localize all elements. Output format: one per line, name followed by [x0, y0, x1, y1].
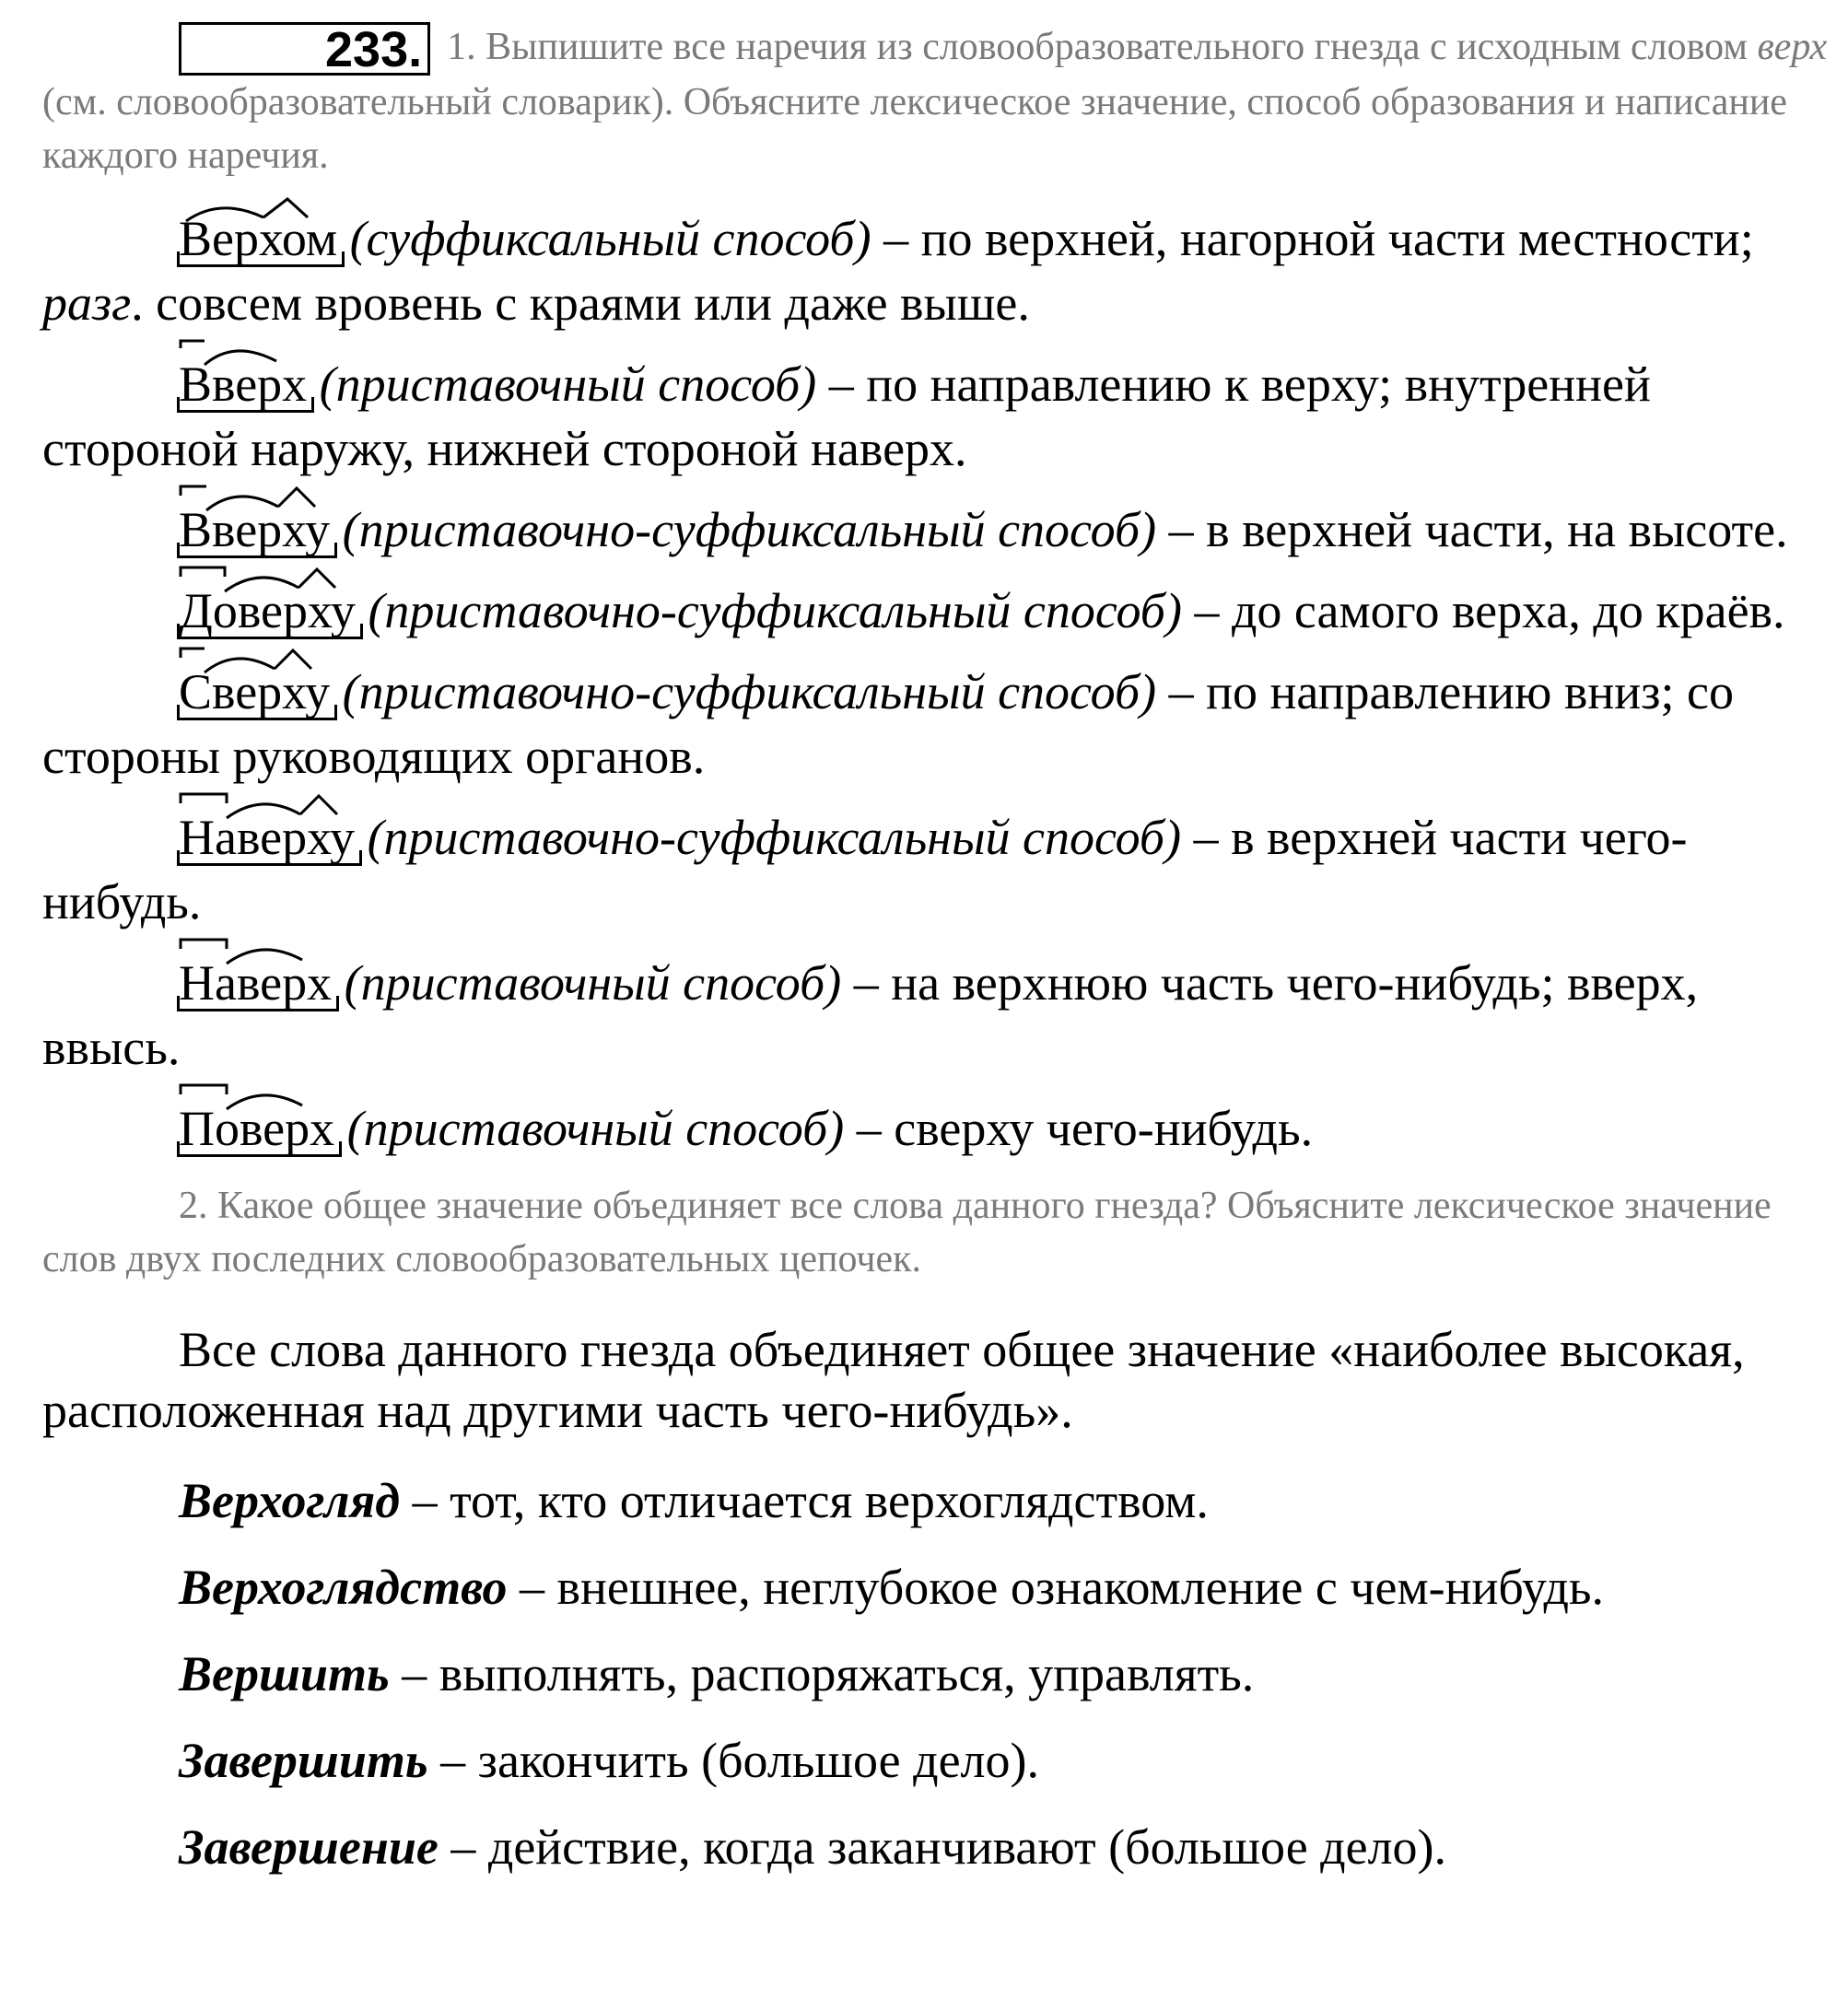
adverb-entry [42, 352, 1830, 481]
ending-bracket-mark [177, 705, 337, 720]
definition-text: – закончить (большое дело). [427, 1733, 1039, 1788]
adverb-definition: – в верхней части, на высоте. [1156, 502, 1788, 557]
adverb-entry [42, 497, 1830, 562]
definition-item [42, 1555, 1830, 1619]
adverb-definition-italic: разг [42, 275, 132, 331]
ending-bracket-mark [177, 996, 339, 1011]
adverb-definition: – по направлению к верху; внутренней стороной наружу, нижней стороной наверх. [42, 357, 1651, 476]
answer-paragraph: Все слова данного гнезда объединяет общее значение «наиболее высокая, расположенная над другими часть чего-нибудь». [42, 1322, 1745, 1438]
task-1-text-italic: верх [1757, 26, 1828, 68]
adverb-definition: – в верхней части чего-нибудь. [42, 810, 1688, 929]
ending-bracket-mark [177, 251, 345, 267]
definition-text: – действие, когда заканчивают (большое дело). [438, 1819, 1447, 1875]
ending-bracket-mark [177, 543, 337, 558]
adverb-definition: – сверху чего-нибудь. [844, 1101, 1314, 1156]
definition-item [42, 1468, 1830, 1533]
definition-text: – тот, кто отличается верхоглядством. [400, 1473, 1209, 1528]
adverb-definition-tail: . совсем вровень с краями или даже выше. [131, 275, 1030, 331]
definition-text: – выполнять, распоряжаться, управлять. [389, 1646, 1255, 1701]
task-2-instruction: 2. Какое общее значение объединяет все слова данного гнезда? Объясните лексическое значение слов двух последних словообразовательных цепочек. [42, 1185, 1772, 1280]
adverb-word: Наверху [179, 805, 355, 870]
formation-method: (приставочно-суффиксальный способ) [342, 664, 1157, 719]
morpheme-marks-icon [179, 794, 381, 822]
definition-term: Завершить [179, 1733, 428, 1788]
formation-method: (приставочный способ) [346, 1101, 845, 1156]
page [42, 20, 1830, 1901]
adverb-word: Доверху [179, 579, 356, 643]
morpheme-marks-icon [179, 341, 363, 368]
task-1-text-a: 1. Выпишите все наречия из словообразовательного гнезда с исходным словом [447, 26, 1758, 68]
adverb-entry [42, 579, 1830, 643]
formation-method: (приставочно-суффиксальный способ) [367, 810, 1182, 865]
formation-method: (приставочно-суффиксальный способ) [342, 502, 1157, 557]
adverb-entry [42, 805, 1830, 934]
morpheme-marks-icon [179, 567, 381, 595]
task-1-text-b: (см. словообразовательный словарик). Объясните лексическое значение, способ образования и написание каждого наречия. [42, 81, 1787, 177]
formation-method: (приставочный способ) [319, 357, 817, 412]
adverb-word: Сверху [179, 660, 330, 724]
morpheme-marks-icon [179, 1085, 363, 1113]
adverb-entry [42, 206, 1830, 335]
adverb-definition: – на верхнюю часть чего-нибудь; вверх, ввысь. [42, 955, 1699, 1075]
adverb-word: Вверху [179, 497, 330, 562]
definition-item [42, 1815, 1830, 1879]
formation-method: (суффиксальный способ) [349, 211, 871, 266]
ending-bracket-mark [177, 624, 363, 639]
definition-text: – внешнее, неглубокое ознакомление с чем-нибудь. [507, 1560, 1605, 1615]
definition-term: Верхоглядство [179, 1560, 508, 1615]
adverb-definition: – по верхней, нагорной части местности; [871, 211, 1754, 266]
definition-term: Верхогляд [179, 1473, 401, 1528]
definition-item [42, 1728, 1830, 1793]
adverb-word: Поверх [179, 1096, 334, 1161]
ending-bracket-mark [177, 1141, 342, 1157]
definition-term: Вершить [179, 1646, 390, 1701]
adverb-definition: – до самого верха, до краёв. [1181, 583, 1785, 638]
formation-method: (приставочный способ) [344, 955, 842, 1011]
adverb-word: Наверх [179, 951, 332, 1015]
morpheme-marks-icon [179, 486, 363, 514]
definition-item [42, 1642, 1830, 1706]
adverb-entry [42, 660, 1830, 789]
adverb-definition: – по направлению вниз; со стороны руководящих органов. [42, 664, 1734, 784]
task-1-instruction [42, 20, 1830, 182]
ending-bracket-mark [177, 397, 314, 413]
adverb-entry [42, 1096, 1830, 1161]
morpheme-marks-icon [179, 195, 363, 223]
ending-bracket-mark [177, 850, 362, 866]
adverb-word: Вверх [179, 352, 307, 416]
morpheme-marks-icon [179, 940, 363, 967]
morpheme-marks-icon [179, 649, 363, 676]
formation-method: (приставочно-суффиксальный способ) [368, 583, 1182, 638]
adverb-entry [42, 951, 1830, 1080]
definition-term: Завершение [179, 1819, 439, 1875]
exercise-number: 233. [179, 22, 430, 76]
adverb-word: Верхом [179, 206, 337, 271]
